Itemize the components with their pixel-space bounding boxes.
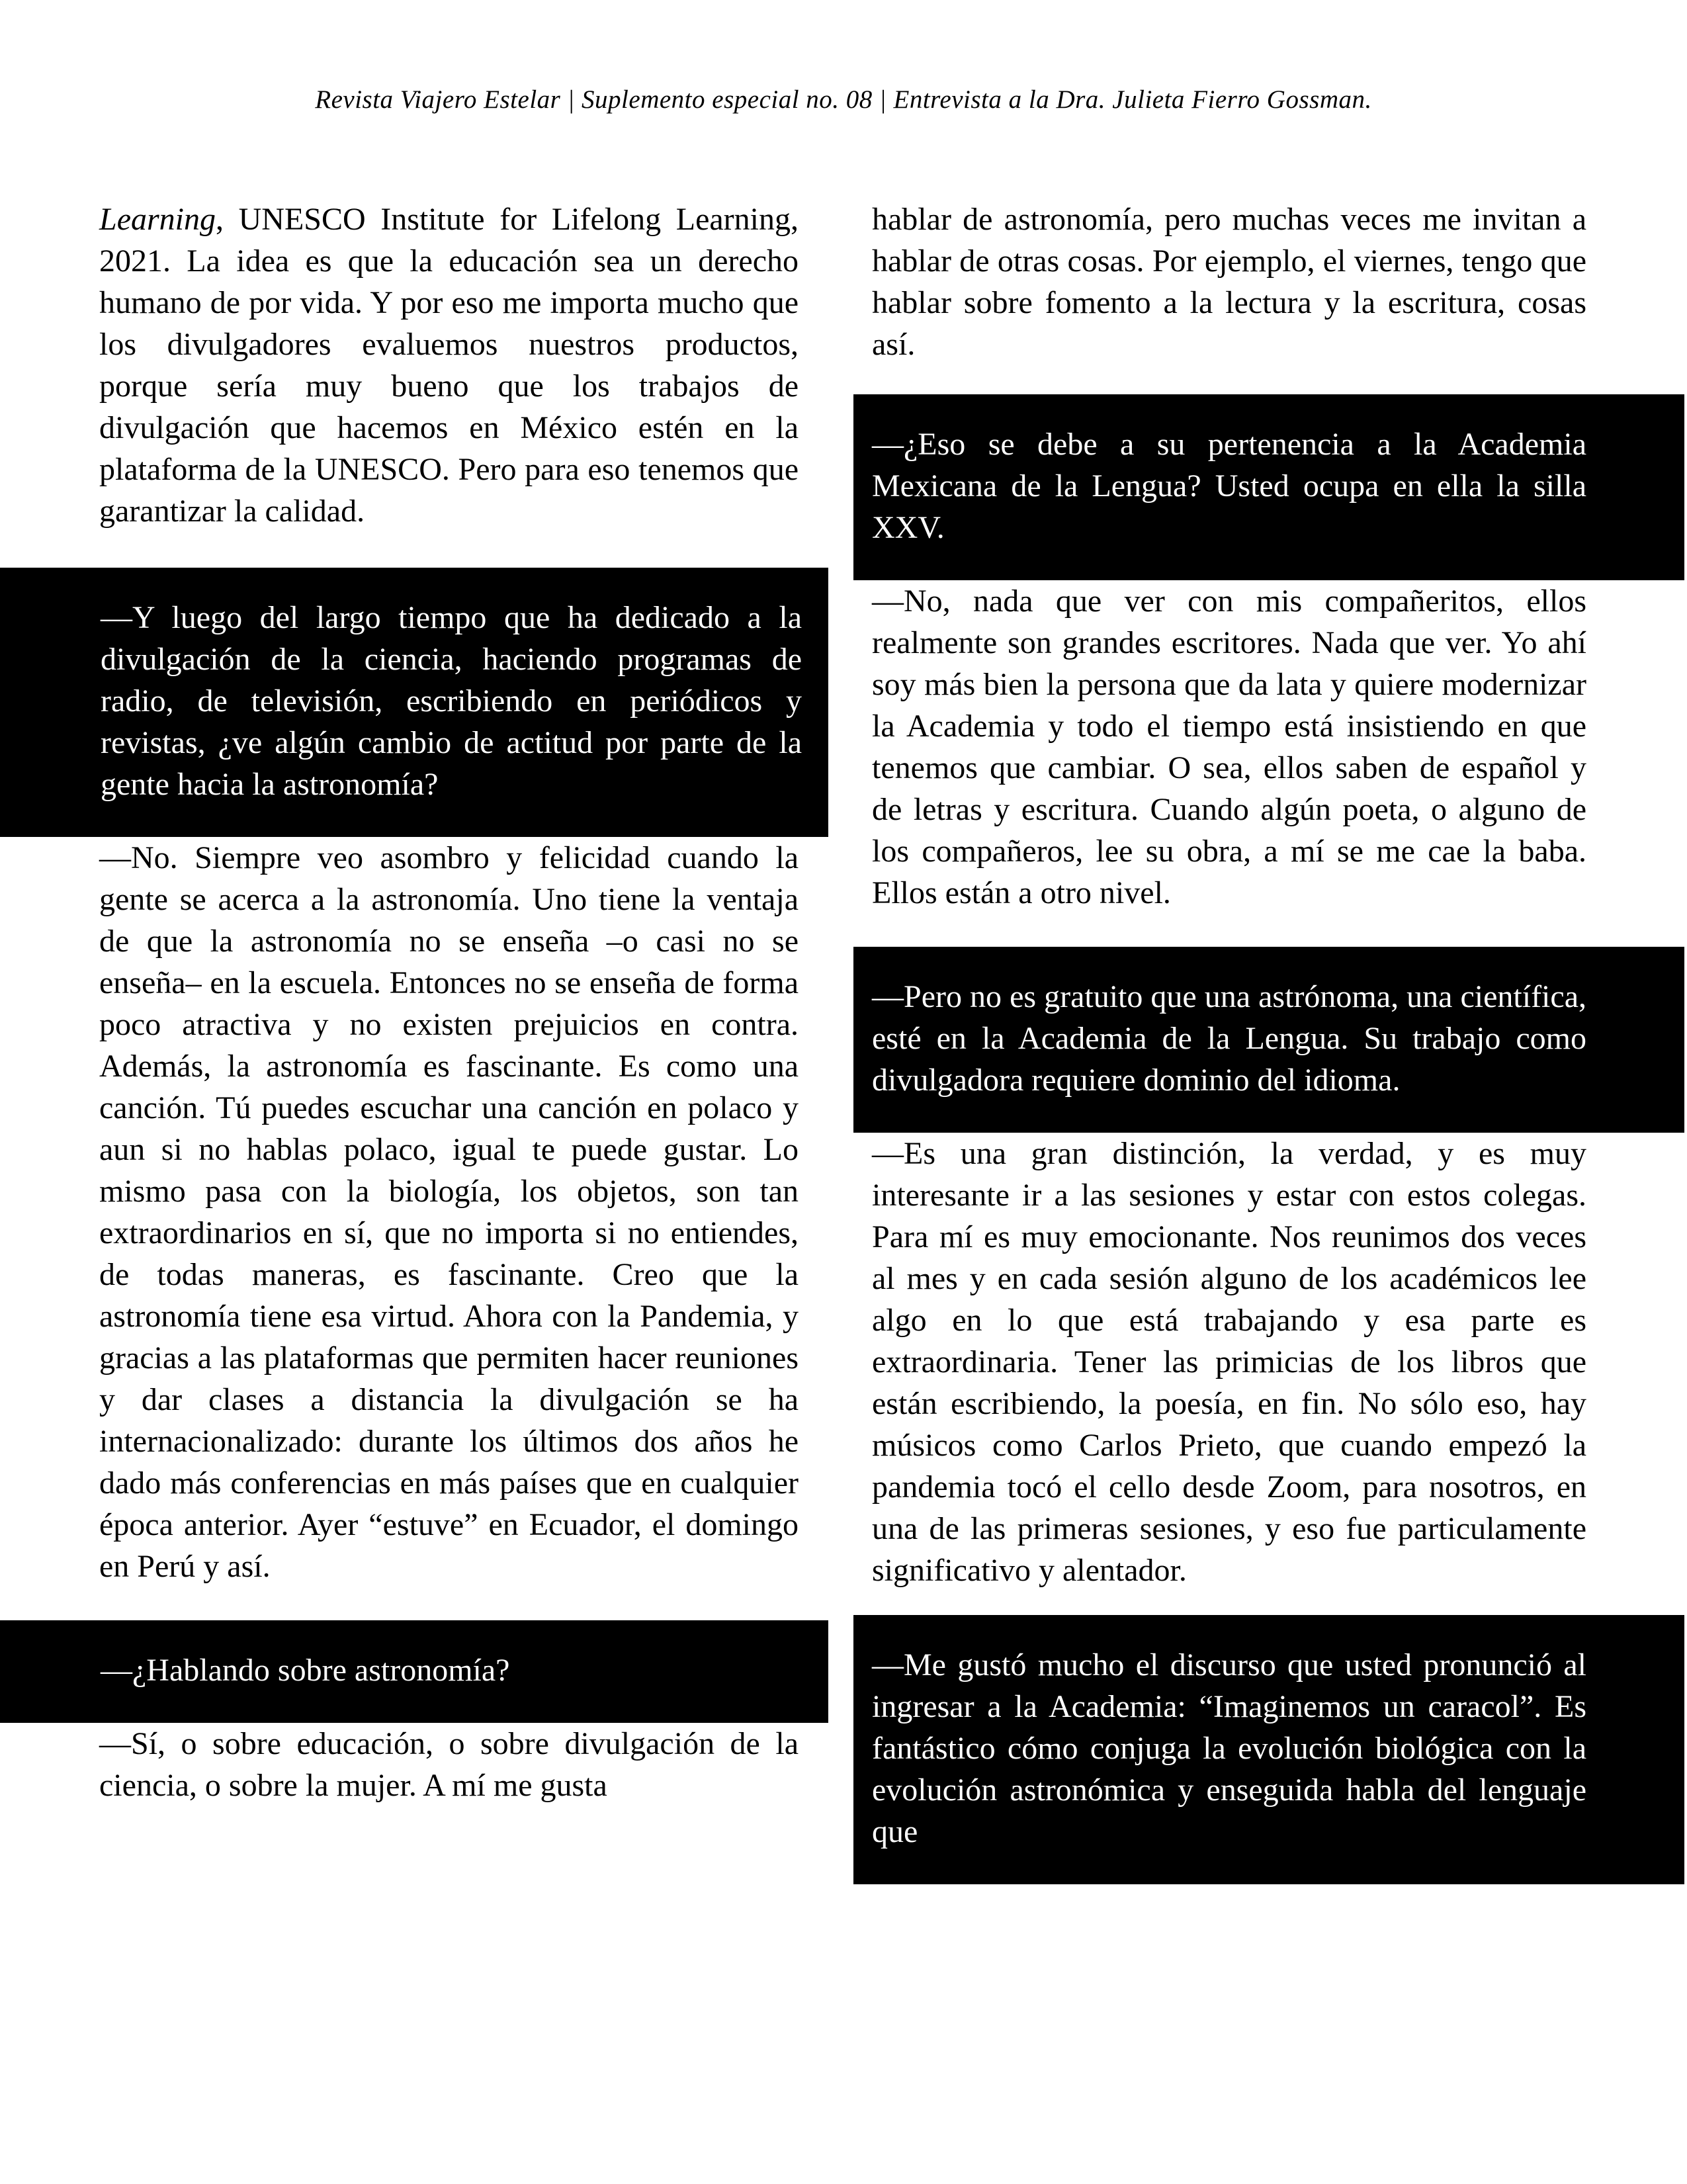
running-head: Revista Viajero Estelar | Suplemento especial no. 08 | Entrevista a la Dra. Julieta Fierro Gossman. — [315, 85, 1372, 114]
question-highlight — [853, 394, 1684, 580]
question-text: —Pero no es gratuito que una astrónoma, una científica, esté en la Academia de la Lengua. Su trabajo como divulgadora requiere dominio del idioma. — [872, 979, 1586, 1098]
question-highlight — [853, 1615, 1684, 1884]
question-highlight — [0, 568, 828, 837]
paragraph-text: , UNESCO Institute for Lifelong Learning, 2021. La idea es que la educación sea un derecho humano de por vida. Y por eso me importa mucho que los divulgadores evaluemos nuestros productos, porque sería muy bueno que los trabajos de divulgación que hacemos en México estén en la plataforma de la UNESCO. Pero para eso tenemos que garantizar la calidad. — [99, 202, 799, 529]
answer-paragraph: —No. Siempre veo asombro y felicidad cuando la gente se acerca a la astronomía. Uno tiene la ventaja de que la astronomía no se enseña –o casi no se enseña– en la escuela. Entonces no se enseña de forma poco atractiva y no existen prejuicios en contra. Además, la astronomía es fascinante. Es como una canción. Tú puedes escuchar una canción en polaco y aun si no hablas polaco, igual te puede gustar. Lo mismo pasa con la biología, los objetos, son tan extraordinarios en sí, que no importa si no entiendes, de todas maneras, es fascinante. Creo que la astronomía tiene esa virtud. Ahora con la Pandemia, y gracias a las plataformas que permiten hacer reuniones y dar clases a distancia la divulgación se ha internacionalizado: durante los últimos dos años he dado más conferencias en más países que en cualquier época anterior. Ayer “estuve” en Ecuador, el domingo en Perú y así. — [99, 840, 799, 1584]
question-text: —Y luego del largo tiempo que ha dedicado a la divulgación de la ciencia, haciendo programas de radio, de televisión, escribiendo en periódicos y revistas, ¿ve algún cambio de actitud por parte de la gente hacia la astronomía? — [101, 600, 802, 802]
answer-paragraph: —Sí, o sobre educación, o sobre divulgación de la ciencia, o sobre la mujer. A mí me gusta — [99, 1726, 799, 1803]
question-text: —¿Hablando sobre astronomía? — [101, 1653, 510, 1688]
left-column — [99, 198, 802, 1806]
italic-lead: Learning — [99, 202, 216, 237]
answer-paragraph: —Es una gran distinción, la verdad, y es muy interesante ir a las sesiones y estar con estos colegas. Para mí es muy emocionante. Nos reunimos dos veces al mes y en cada sesión alguno de los académicos lee algo en lo que está trabajando y esa parte es extraordinaria. Tener las primicias de los libros que están escribiendo, la poesía, en fin. No sólo eso, hay músicos como Carlos Prieto, que cuando empezó la pandemia tocó el cello desde Zoom, para nosotros, en una de las primeras sesiones, y eso fue particulamente significativo y alentador. — [872, 1136, 1586, 1588]
right-column — [872, 198, 1586, 1884]
answer-paragraph: hablar de astronomía, pero muchas veces me invitan a hablar de otras cosas. Por ejemplo, el viernes, tengo que hablar sobre fomento a la lectura y la escritura, cosas así. — [872, 202, 1586, 362]
question-text: —Me gustó mucho el discurso que usted pronunció al ingresar a la Academia: “Imaginemos un caracol”. Es fantástico cómo conjuga la evolución biológica con la evolución astronómica y enseguida habla del lenguaje que — [872, 1647, 1586, 1849]
question-text: —¿Eso se debe a su pertenencia a la Academia Mexicana de la Lengua? Usted ocupa en ella la silla XXV. — [872, 427, 1586, 545]
answer-paragraph — [99, 198, 799, 532]
question-highlight — [853, 947, 1684, 1133]
question-highlight — [0, 1620, 828, 1723]
answer-paragraph: —No, nada que ver con mis compañeritos, ellos realmente son grandes escritores. Nada que ver. Yo ahí soy más bien la persona que da lata y quiere modernizar la Academia y todo el tiempo está insistiendo en que tenemos que cambiar. O sea, ellos saben de español y de letras y escritura. Cuando algún poeta, o alguno de los compañeros, lee su obra, a mí se me cae la baba. Ellos están a otro nivel. — [872, 584, 1586, 910]
